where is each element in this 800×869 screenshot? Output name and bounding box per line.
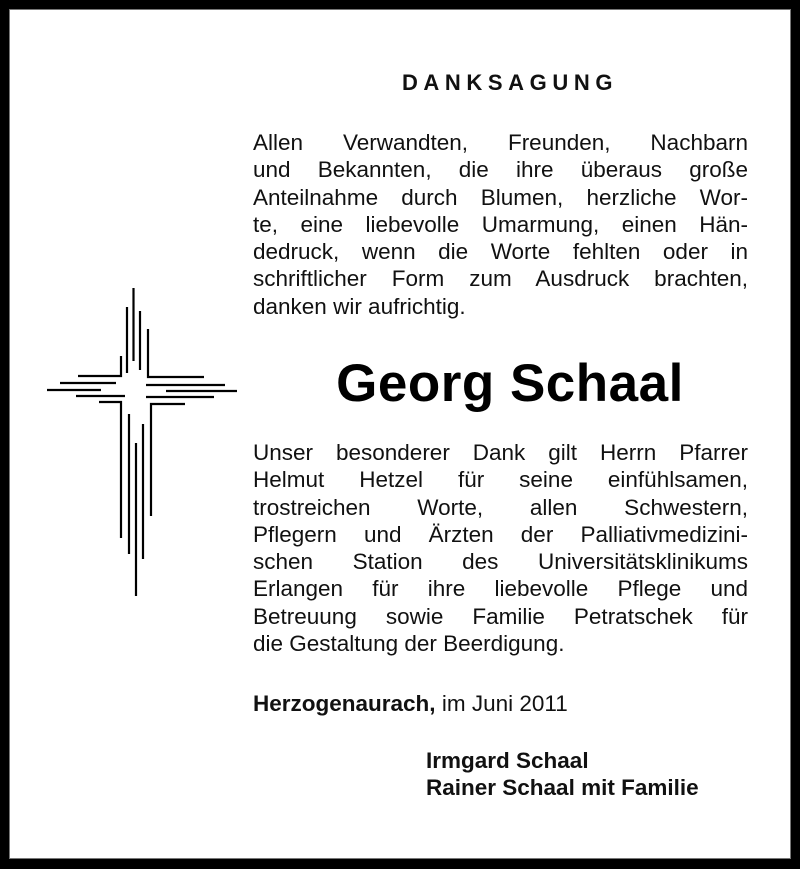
- thanks-line: die Gestaltung der Beerdigung.: [253, 631, 565, 657]
- thanks-line: Pflegern und Ärzten der Palliativmedizini-: [253, 521, 748, 547]
- thanks-line: Erlangen für ihre liebevolle Pflege und: [253, 576, 748, 602]
- intro-line: Anteilnahme durch Blumen, herzliche Wor-: [253, 184, 748, 210]
- place-name: Herzogenaurach,: [253, 691, 436, 716]
- cross-icon: [0, 0, 260, 620]
- thanks-line: Betreuung sowie Familie Petratschek für: [253, 603, 748, 629]
- intro-paragraph: [253, 129, 748, 320]
- thanks-line: Unser besonderer Dank gilt Herrn Pfarrer: [253, 440, 748, 465]
- signer-name: Rainer Schaal mit Familie: [426, 775, 699, 800]
- thanks-paragraph: [253, 439, 748, 657]
- intro-line: danken wir aufrichtig.: [253, 293, 466, 319]
- intro-line: Allen Verwandten, Freunden, Nachbarn: [253, 130, 748, 155]
- thanks-line: schen Station des Universitätsklinikums: [253, 549, 748, 575]
- date-text: im Juni 2011: [441, 691, 568, 716]
- intro-line: schriftlicher Form zum Ausdruck brachten,: [253, 266, 748, 292]
- signers: [426, 747, 699, 801]
- place-date: [253, 691, 568, 717]
- thanks-line: trostreichen Worte, allen Schwestern,: [253, 494, 748, 520]
- deceased-name: Georg Schaal: [336, 354, 684, 413]
- intro-line: te, eine liebevolle Umarmung, einen Hän-: [253, 211, 748, 237]
- intro-line: und Bekannten, die ihre überaus große: [253, 157, 748, 183]
- signer-name: Irmgard Schaal: [426, 748, 589, 773]
- thanks-line: Helmut Hetzel für seine einfühlsamen,: [253, 467, 748, 493]
- intro-line: dedruck, wenn die Worte fehlten oder in: [253, 239, 748, 265]
- notice-heading: DANKSAGUNG: [401, 70, 619, 95]
